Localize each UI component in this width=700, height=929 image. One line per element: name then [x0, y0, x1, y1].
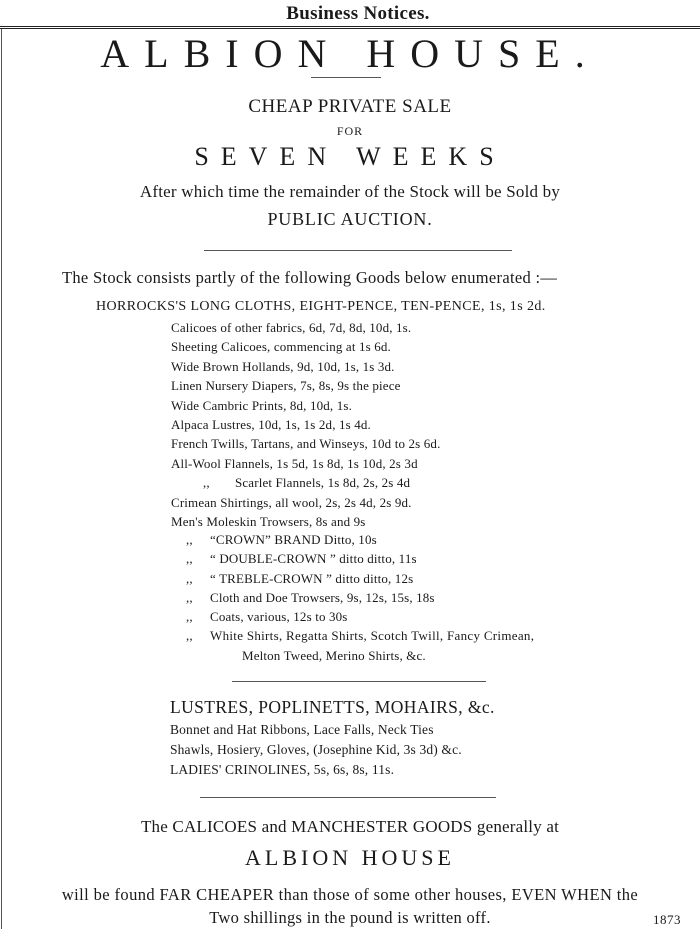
ditto-item: “CROWN” BRAND Ditto, 10s [210, 532, 377, 547]
goods-item: Bonnet and Hat Ribbons, Lace Falls, Neck Ties [170, 722, 434, 737]
seven-weeks: SEVEN WEEKS [194, 142, 506, 171]
section-rule-3 [200, 797, 496, 798]
header-double-rule [0, 26, 700, 29]
goods-item: Wide Brown Hollands, 9d, 10d, 1s, 1s 3d. [171, 359, 395, 374]
ditto-item: Cloth and Doe Trowsers, 9s, 12s, 15s, 18s [210, 590, 435, 605]
goods-item: All-Wool Flannels, 1s 5d, 1s 8d, 1s 10d, 2s 3d [171, 456, 418, 471]
ditto-item: Coats, various, 12s to 30s [210, 609, 348, 624]
auction-line: PUBLIC AUCTION. [267, 209, 433, 229]
stock-intro: The Stock consists partly of the following Goods below enumerated :— [62, 268, 558, 287]
ditto-item: “ DOUBLE-CROWN ” ditto ditto, 11s [210, 551, 417, 566]
goods-item: Wide Cambric Prints, 8d, 10d, 1s. [171, 398, 352, 413]
sale-line: CHEAP PRIVATE SALE [248, 96, 452, 117]
ditto-mark: ,, [186, 628, 193, 643]
section-rule-1 [204, 250, 512, 251]
ditto-item: White Shirts, Regatta Shirts, Scotch Twill, Fancy Crimean, [210, 628, 535, 643]
calicoes-line: The CALICOES and MANCHESTER GOODS generally at [140, 817, 560, 836]
goods-item: Melton Tweed, Merino Shirts, &c. [242, 648, 426, 663]
running-head: Business Notices. [286, 3, 430, 24]
albion-house-small: ALBION HOUSE [245, 845, 455, 870]
title-underline [311, 77, 381, 78]
goods-item: Crimean Shirtings, all wool, 2s, 2s 4d, 2s 9d. [171, 495, 412, 510]
ditto-mark: ,, [186, 551, 193, 566]
goods-item: Men's Moleskin Trowsers, 8s and 9s [171, 514, 366, 529]
goods-item: French Twills, Tartans, and Winseys, 10d to 2s 6d. [171, 436, 441, 451]
goods-item: Alpaca Lustres, 10d, 1s, 1s 2d, 1s 4d. [171, 417, 371, 432]
ditto-mark: ,, [186, 609, 193, 624]
two-shillings-line: Two shillings in the pound is written off. [209, 908, 491, 927]
goods-item: Calicoes of other fabrics, 6d, 7d, 8d, 10d, 1s. [171, 320, 412, 335]
ditto-mark: ,, [186, 571, 193, 586]
cheaper-line: will be found FAR CHEAPER than those of some other houses, EVEN WHEN the [61, 885, 639, 904]
ditto-mark: ,, [186, 532, 193, 547]
ditto-item: “ TREBLE-CROWN ” ditto ditto, 12s [210, 571, 414, 586]
goods-item: Linen Nursery Diapers, 7s, 8s, 9s the piece [171, 378, 401, 393]
section-rule-2 [232, 681, 486, 682]
goods-item: Shawls, Hosiery, Gloves, (Josephine Kid, 3s 3d) &c. [170, 742, 462, 757]
goods-item: Scarlet Flannels, 1s 8d, 2s, 2s 4d [235, 475, 411, 490]
page-number: 1873 [653, 912, 681, 927]
lustres-heading: LUSTRES, POPLINETTS, MOHAIRS, &c. [170, 697, 495, 717]
after-line: After which time the remainder of the Stock will be Sold by [139, 182, 561, 201]
goods-item: Sheeting Calicoes, commencing at 1s 6d. [171, 339, 391, 354]
albion-house-title: ALBION HOUSE. [100, 31, 600, 76]
horrocks-line: HORROCKS'S LONG CLOTHS, EIGHT-PENCE, TEN-PENCE, 1s, 1s 2d. [96, 299, 546, 314]
goods-item: LADIES' CRINOLINES, 5s, 6s, 8s, 11s. [170, 762, 395, 777]
for-word: FOR [336, 124, 364, 138]
ditto-mark: ,, [186, 590, 193, 605]
ditto-mark: ,, [203, 475, 210, 490]
